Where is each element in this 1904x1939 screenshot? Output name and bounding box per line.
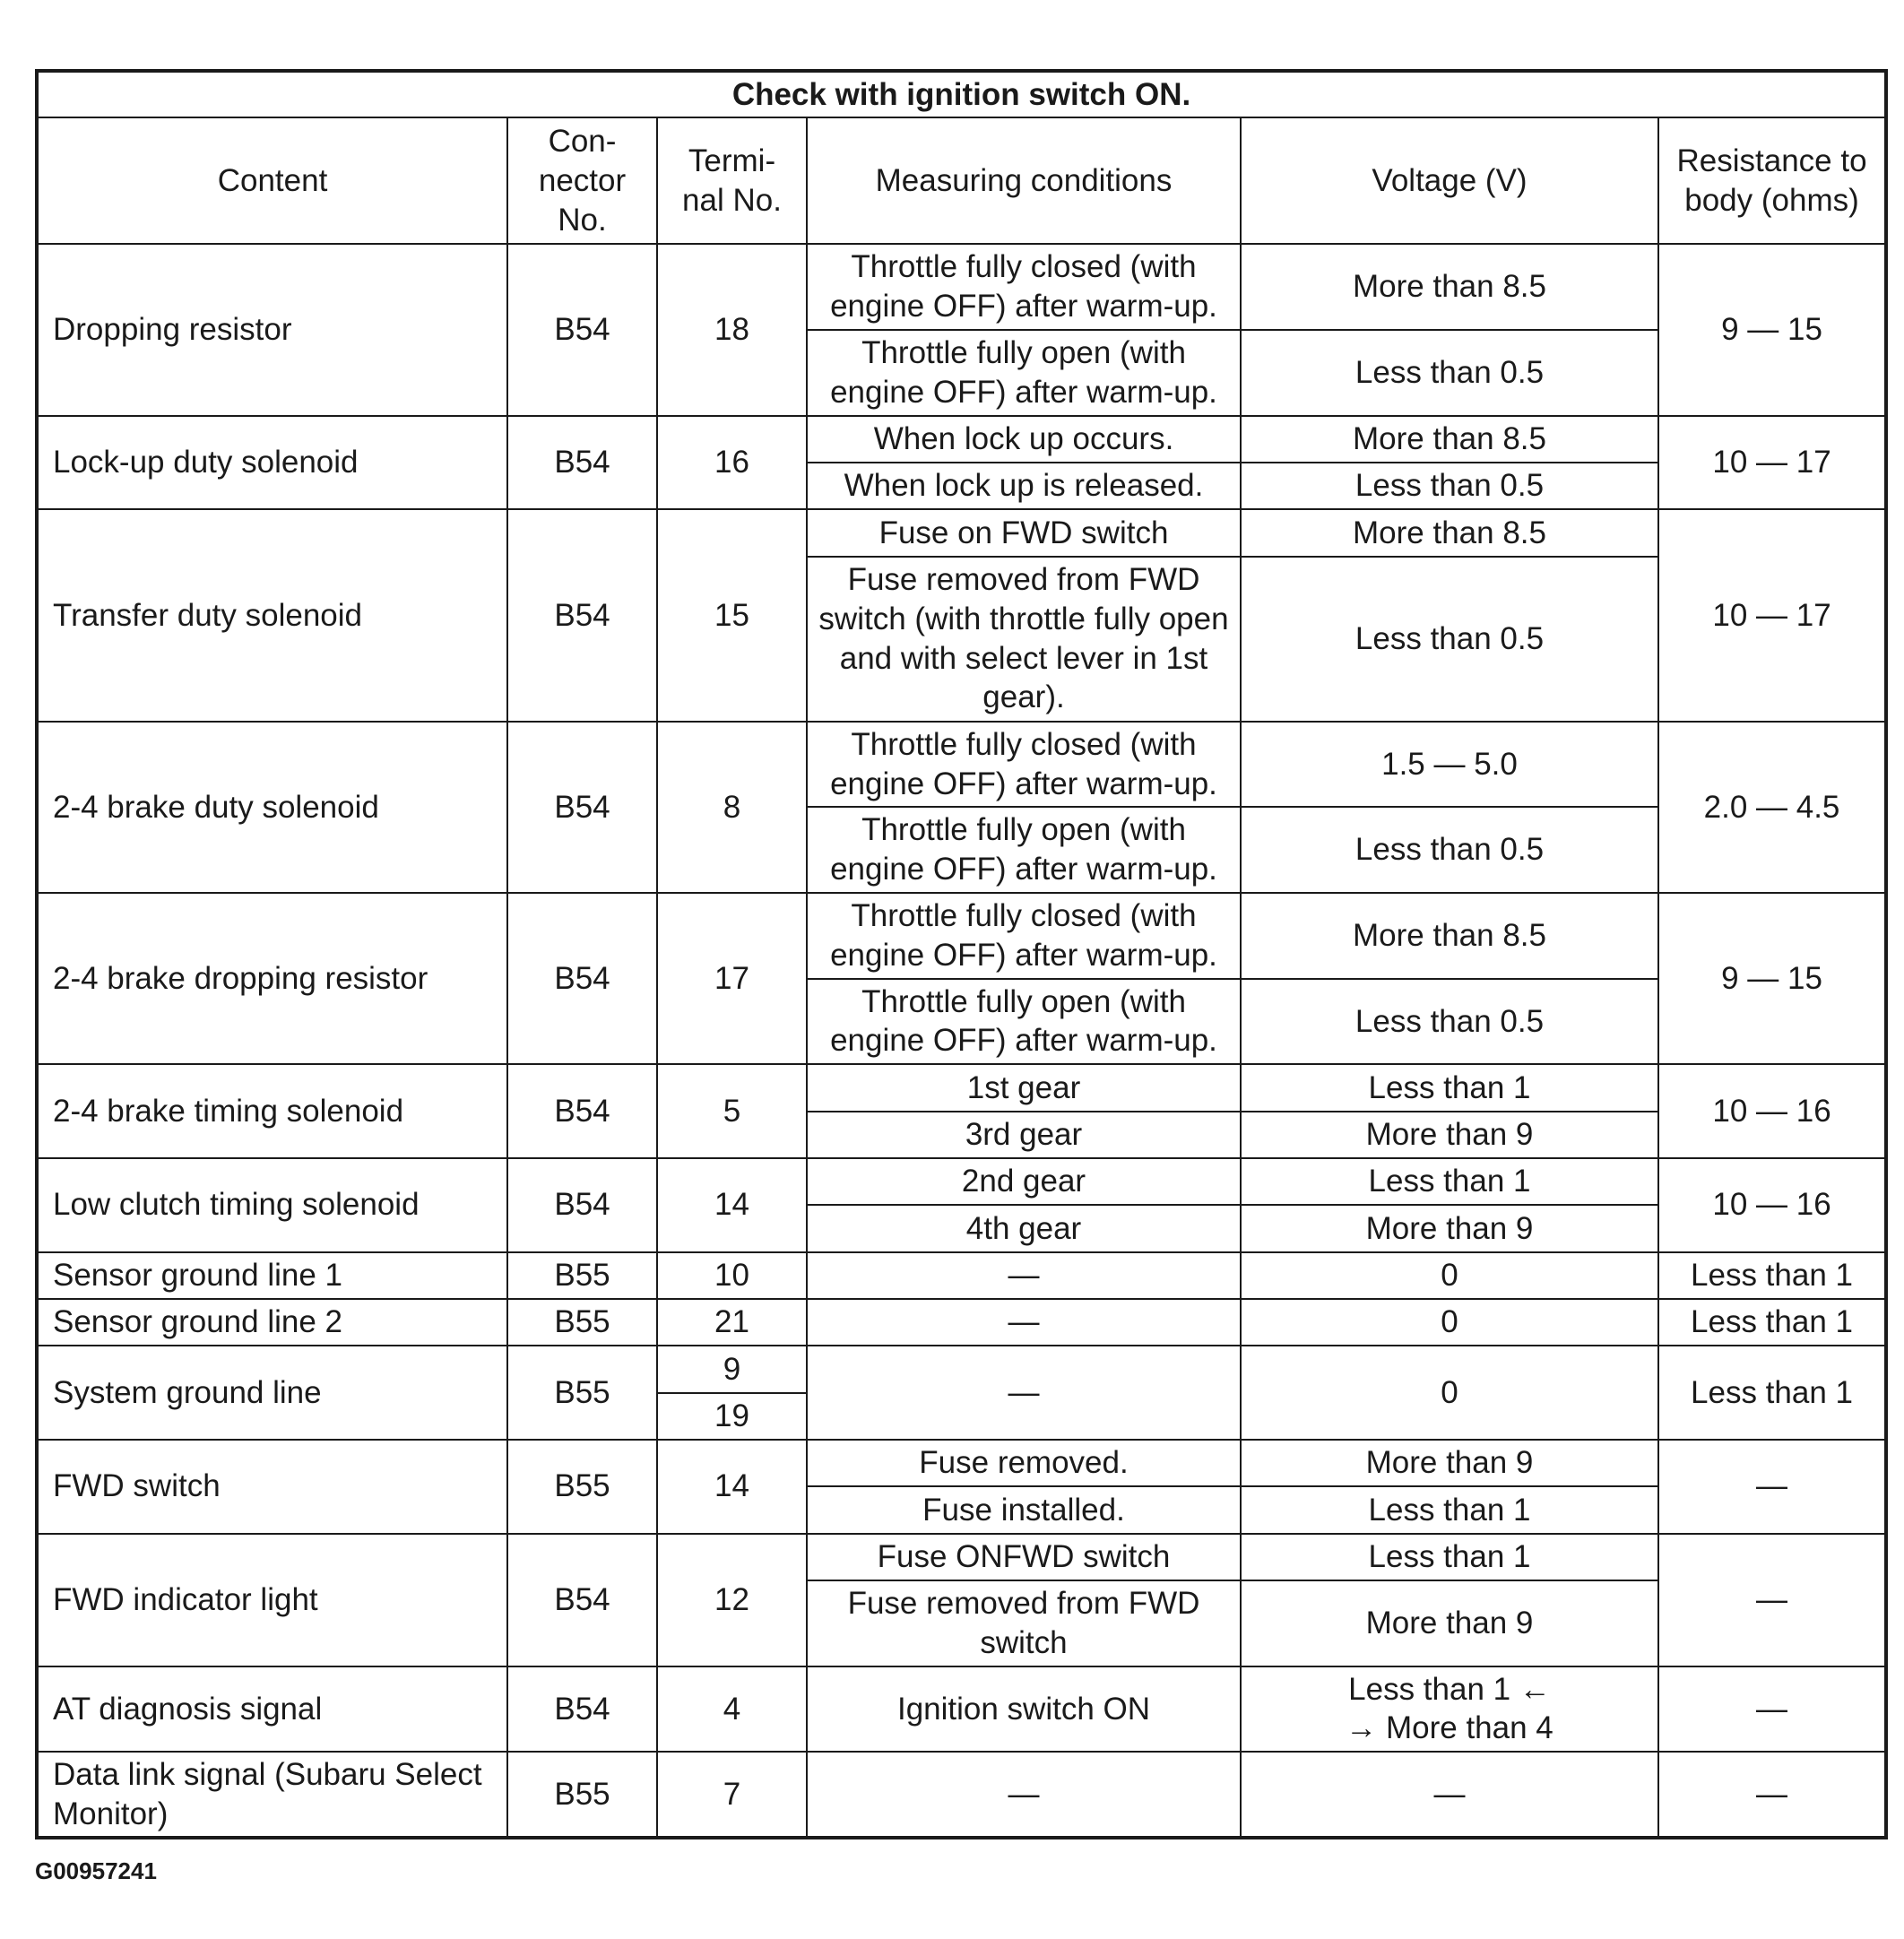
voltage-cell: Less than 0.5 <box>1241 557 1658 722</box>
voltage-cell: Less than 1 <box>1241 1064 1658 1111</box>
condition-cell: When lock up is released. <box>807 463 1241 509</box>
table-row <box>37 722 1886 808</box>
table-row <box>37 1534 1886 1580</box>
table-row <box>37 1064 1886 1111</box>
resistance-cell: 2.0 — 4.5 <box>1658 722 1886 893</box>
terminal-cell: 16 <box>657 416 807 510</box>
terminal-cell: 9 <box>657 1346 807 1392</box>
condition-cell: Throttle fully open (with engine OFF) after warm-up. <box>807 979 1241 1065</box>
content-cell: FWD indicator light <box>37 1534 507 1666</box>
resistance-cell: — <box>1658 1752 1886 1838</box>
connector-cell: B54 <box>507 1158 657 1252</box>
resistance-cell: 10 — 16 <box>1658 1158 1886 1252</box>
connector-cell: B54 <box>507 1064 657 1158</box>
connector-cell: B55 <box>507 1299 657 1346</box>
terminal-cell: 8 <box>657 722 807 893</box>
condition-cell: Throttle fully closed (with engine OFF) after warm-up. <box>807 244 1241 330</box>
condition-cell: — <box>807 1252 1241 1299</box>
connector-cell: B54 <box>507 1666 657 1753</box>
resistance-cell: 10 — 17 <box>1658 416 1886 510</box>
condition-cell: 4th gear <box>807 1205 1241 1251</box>
content-cell: Data link signal (Subaru Select Monitor) <box>37 1752 507 1838</box>
content-cell: Dropping resistor <box>37 244 507 415</box>
header-content: Content <box>37 117 507 244</box>
content-cell: 2-4 brake dropping resistor <box>37 893 507 1064</box>
resistance-cell: 9 — 15 <box>1658 244 1886 415</box>
terminal-cell: 19 <box>657 1393 807 1440</box>
resistance-cell: Less than 1 <box>1658 1346 1886 1440</box>
condition-cell: Fuse removed. <box>807 1440 1241 1486</box>
header-connector: Con- nector No. <box>507 117 657 244</box>
voltage-cell: More than 8.5 <box>1241 244 1658 330</box>
voltage-cell: More than 8.5 <box>1241 416 1658 463</box>
content-cell: FWD switch <box>37 1440 507 1534</box>
content-cell: System ground line <box>37 1346 507 1440</box>
content-cell: AT diagnosis signal <box>37 1666 507 1753</box>
connector-cell: B54 <box>507 244 657 415</box>
connector-cell: B55 <box>507 1252 657 1299</box>
voltage-cell: More than 9 <box>1241 1205 1658 1251</box>
table-row <box>37 1666 1886 1753</box>
terminal-cell: 12 <box>657 1534 807 1666</box>
table-row <box>37 1252 1886 1299</box>
condition-cell: 2nd gear <box>807 1158 1241 1205</box>
terminal-cell: 18 <box>657 244 807 415</box>
table-row <box>37 416 1886 463</box>
condition-cell: — <box>807 1752 1241 1838</box>
voltage-cell: Less than 0.5 <box>1241 330 1658 416</box>
connector-cell: B54 <box>507 416 657 510</box>
connector-cell: B54 <box>507 893 657 1064</box>
condition-cell: When lock up occurs. <box>807 416 1241 463</box>
voltage-cell: Less than 0.5 <box>1241 463 1658 509</box>
header-terminal: Termi- nal No. <box>657 117 807 244</box>
terminal-cell: 15 <box>657 509 807 722</box>
terminal-cell: 14 <box>657 1440 807 1534</box>
content-cell: Sensor ground line 2 <box>37 1299 507 1346</box>
table-row <box>37 1346 1886 1392</box>
table-row <box>37 244 1886 330</box>
table-row <box>37 1158 1886 1205</box>
table-title-row <box>37 71 1886 117</box>
voltage-cell: 1.5 — 5.0 <box>1241 722 1658 808</box>
resistance-cell: — <box>1658 1666 1886 1753</box>
voltage-cell: More than 9 <box>1241 1580 1658 1666</box>
terminal-cell: 10 <box>657 1252 807 1299</box>
ignition-check-table <box>35 69 1888 1839</box>
resistance-cell: — <box>1658 1440 1886 1534</box>
condition-cell: Throttle fully open (with engine OFF) after warm-up. <box>807 807 1241 893</box>
resistance-cell: 10 — 17 <box>1658 509 1886 722</box>
connector-cell: B54 <box>507 509 657 722</box>
condition-cell: Fuse installed. <box>807 1486 1241 1533</box>
content-cell: 2-4 brake timing solenoid <box>37 1064 507 1158</box>
terminal-cell: 21 <box>657 1299 807 1346</box>
terminal-cell: 7 <box>657 1752 807 1838</box>
content-cell: 2-4 brake duty solenoid <box>37 722 507 893</box>
header-conditions: Measuring conditions <box>807 117 1241 244</box>
table-row <box>37 1440 1886 1486</box>
header-resistance: Resistance to body (ohms) <box>1658 117 1886 244</box>
voltage-cell: More than 8.5 <box>1241 893 1658 979</box>
condition-cell: 3rd gear <box>807 1112 1241 1158</box>
condition-cell: Fuse on FWD switch <box>807 509 1241 556</box>
voltage-cell: Less than 0.5 <box>1241 979 1658 1065</box>
voltage-cell: 0 <box>1241 1299 1658 1346</box>
table-row <box>37 509 1886 556</box>
condition-cell: 1st gear <box>807 1064 1241 1111</box>
condition-cell: Throttle fully closed (with engine OFF) after warm-up. <box>807 722 1241 808</box>
condition-cell: Fuse removed from FWD switch (with throttle fully open and with select lever in 1st gear). <box>807 557 1241 722</box>
content-cell: Transfer duty solenoid <box>37 509 507 722</box>
connector-cell: B54 <box>507 1534 657 1666</box>
table-row <box>37 893 1886 979</box>
connector-cell: B55 <box>507 1346 657 1440</box>
voltage-cell: — <box>1241 1752 1658 1838</box>
content-cell: Lock-up duty solenoid <box>37 416 507 510</box>
figure-id: G00957241 <box>35 1857 157 1884</box>
connector-cell: B55 <box>507 1752 657 1838</box>
condition-cell: Ignition switch ON <box>807 1666 1241 1753</box>
terminal-cell: 14 <box>657 1158 807 1252</box>
terminal-cell: 17 <box>657 893 807 1064</box>
table-row <box>37 1299 1886 1346</box>
table-title: Check with ignition switch ON. <box>37 71 1886 117</box>
condition-cell: Throttle fully closed (with engine OFF) after warm-up. <box>807 893 1241 979</box>
voltage-cell: More than 9 <box>1241 1440 1658 1486</box>
document-page <box>35 69 1884 1839</box>
terminal-cell: 4 <box>657 1666 807 1753</box>
voltage-cell: Less than 1 ← → More than 4 <box>1241 1666 1658 1753</box>
content-cell: Sensor ground line 1 <box>37 1252 507 1299</box>
voltage-cell: Less than 0.5 <box>1241 807 1658 893</box>
voltage-cell: More than 9 <box>1241 1112 1658 1158</box>
condition-cell: Fuse removed from FWD switch <box>807 1580 1241 1666</box>
voltage-cell: 0 <box>1241 1346 1658 1440</box>
condition-cell: Fuse ONFWD switch <box>807 1534 1241 1580</box>
resistance-cell: Less than 1 <box>1658 1299 1886 1346</box>
resistance-cell: 9 — 15 <box>1658 893 1886 1064</box>
connector-cell: B55 <box>507 1440 657 1534</box>
resistance-cell: — <box>1658 1534 1886 1666</box>
voltage-cell: Less than 1 <box>1241 1158 1658 1205</box>
voltage-cell: 0 <box>1241 1252 1658 1299</box>
content-cell: Low clutch timing solenoid <box>37 1158 507 1252</box>
condition-cell: Throttle fully open (with engine OFF) after warm-up. <box>807 330 1241 416</box>
voltage-cell: More than 8.5 <box>1241 509 1658 556</box>
voltage-cell: Less than 1 <box>1241 1534 1658 1580</box>
terminal-cell: 5 <box>657 1064 807 1158</box>
resistance-cell: Less than 1 <box>1658 1252 1886 1299</box>
table-header-row <box>37 117 1886 244</box>
condition-cell: — <box>807 1299 1241 1346</box>
header-voltage: Voltage (V) <box>1241 117 1658 244</box>
table-row <box>37 1752 1886 1838</box>
voltage-cell: Less than 1 <box>1241 1486 1658 1533</box>
connector-cell: B54 <box>507 722 657 893</box>
resistance-cell: 10 — 16 <box>1658 1064 1886 1158</box>
condition-cell: — <box>807 1346 1241 1440</box>
